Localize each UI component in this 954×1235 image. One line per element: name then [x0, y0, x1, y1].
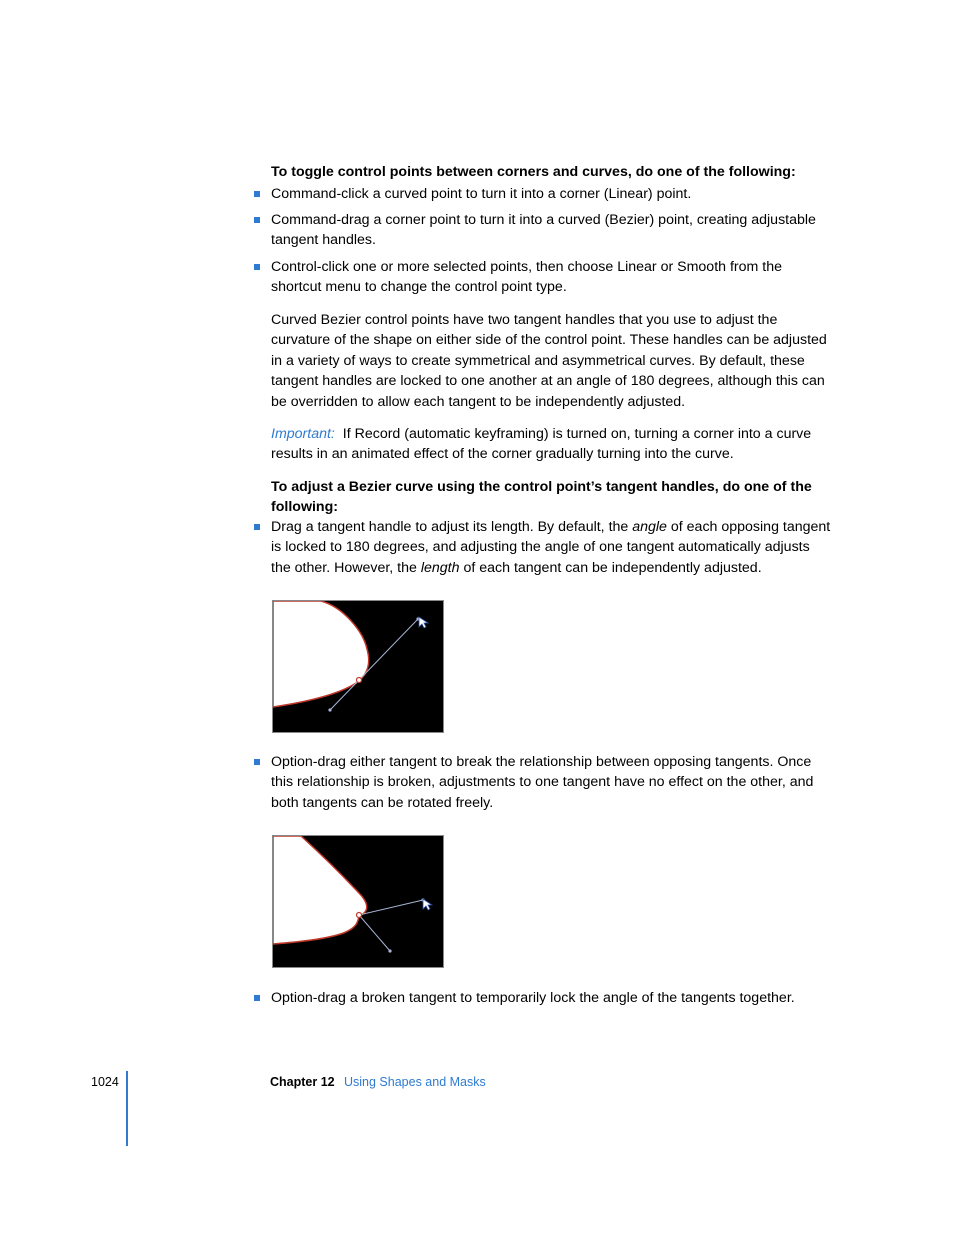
tangent-handle-line — [359, 915, 390, 951]
bezier-illustration — [273, 601, 443, 732]
bezier-illustration — [273, 836, 443, 967]
cursor-arrow-icon — [423, 899, 432, 910]
cursor-arrow-icon — [419, 617, 428, 628]
figure-tangent-locked — [272, 600, 444, 733]
important-label: Important: — [271, 426, 335, 442]
list-item-text — [271, 517, 831, 578]
list-item-text: Command-click a curved point to turn it into a corner (Linear) point. — [271, 186, 692, 202]
text-run: of each opposing tangent is locked to 180 degrees, and adjusting the angle of one tangent automatically adjusts the other. However, the — [271, 519, 831, 576]
bullet-icon — [254, 191, 260, 197]
text-run: of each tangent can be independently adjusted. — [459, 559, 762, 576]
control-point — [357, 678, 362, 683]
control-point — [357, 913, 362, 918]
section-heading-adjust: To adjust a Bezier curve using the control point’s tangent handles, do one of the following: — [271, 479, 812, 516]
figure-tangent-broken — [272, 835, 444, 968]
list-item-text: Option-drag a broken tangent to temporarily lock the angle of the tangents together. — [271, 990, 795, 1006]
chapter-label: Chapter 12 — [270, 1075, 335, 1089]
list-item-text: Control-click one or more selected points, then choose Linear or Smooth from the shortcut menu to change the control point type. — [271, 259, 783, 296]
list-item-text: Option-drag either tangent to break the relationship between opposing tangents. Once this relationship is broken, adjustments to one tangent have no effect on the other, and both tangents can be rotated freely. — [271, 754, 814, 811]
bullet-icon — [254, 217, 260, 223]
section-heading-toggle: To toggle control points between corners and curves, do one of the following: — [271, 164, 796, 180]
chapter-title-link[interactable]: Using Shapes and Masks — [344, 1075, 486, 1089]
important-note — [271, 424, 831, 465]
bullet-icon — [254, 264, 260, 270]
tangent-handle-end — [328, 708, 331, 711]
footer-divider — [126, 1071, 128, 1146]
tangent-handle-end — [388, 949, 391, 952]
emphasis-angle: angle — [632, 519, 667, 535]
list-item-text: Command-drag a corner point to turn it into a curved (Bezier) point, creating adjustable tangent handles. — [271, 212, 816, 249]
white-shape — [273, 601, 369, 707]
white-shape — [273, 836, 367, 944]
bullet-icon — [254, 759, 260, 765]
bullet-icon — [254, 995, 260, 1001]
page-number: 1024 — [91, 1075, 119, 1089]
body-paragraph: Curved Bezier control points have two tangent handles that you use to adjust the curvature of the shape on either side of the control point. These handles can be adjusted in a variety of ways to create symmetrical and asymmetrical curves. By default, these tangent handles are locked to one another at an angle of 180 degrees, although this can be overridden to allow each tangent to be independently adjusted. — [271, 312, 827, 410]
important-text: If Record (automatic keyframing) is turned on, turning a corner into a curve results in an animated effect of the corner gradually turning into the curve. — [271, 426, 812, 463]
emphasis-length: length — [420, 559, 460, 576]
tangent-handle-line — [359, 900, 423, 915]
bullet-icon — [254, 524, 260, 530]
text-run: Drag a tangent handle to adjust its length. By default, the — [271, 519, 633, 535]
